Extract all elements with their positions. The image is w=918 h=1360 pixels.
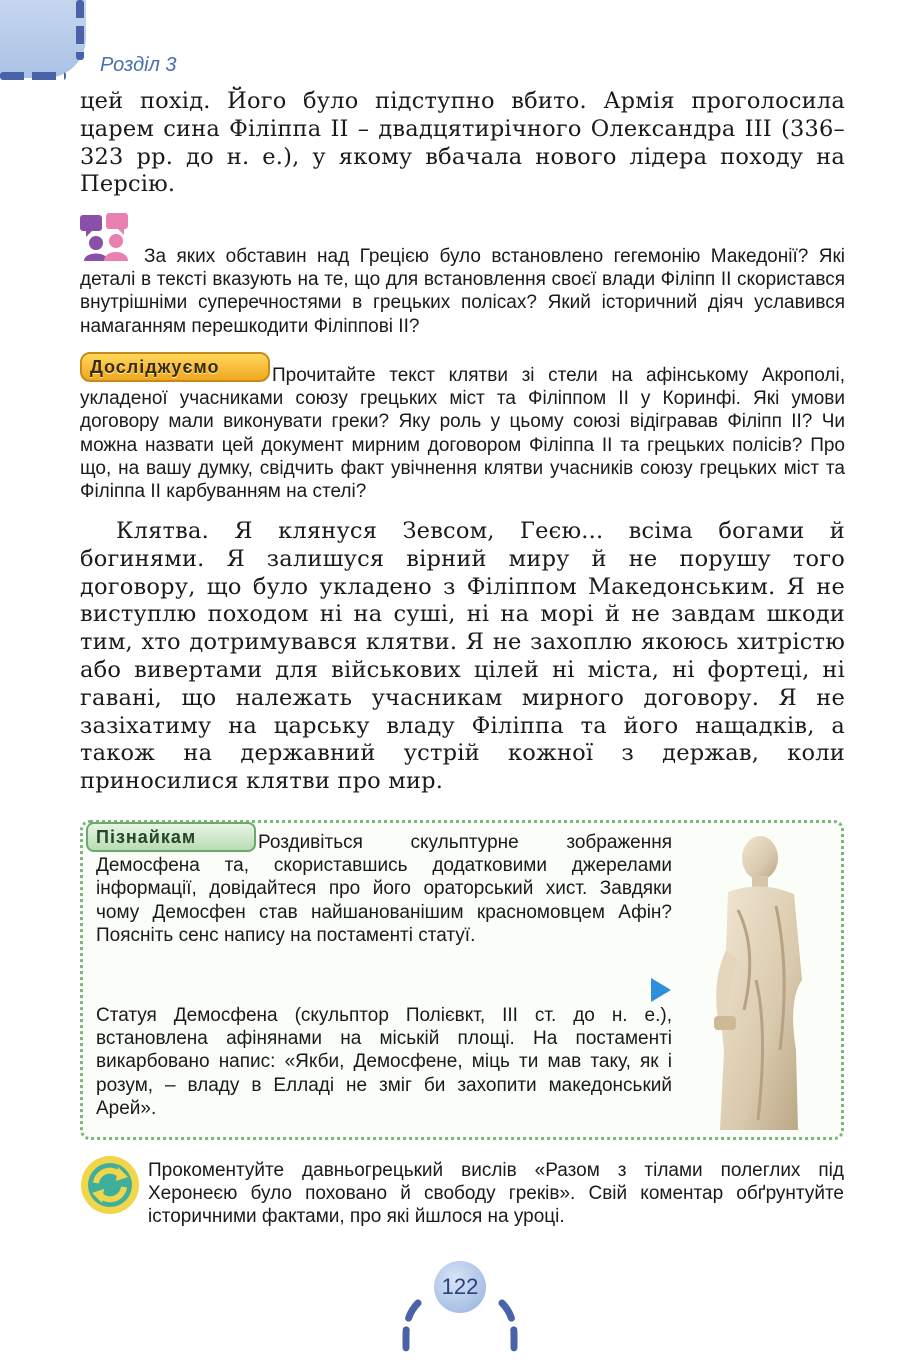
- research-badge: Досліджуємо: [80, 352, 270, 382]
- info-badge: Пізнайкам: [86, 822, 256, 852]
- reflection-text: Прокоментуйте давньогрецький вислів «Разом з тілами полеглих під Херонеєю було поховано й свободу греків». Свій коментар обґрунтуйте історичними фактами, про які йшлося на уроці.: [148, 1160, 844, 1228]
- intro-paragraph: цей похід. Його було підступно вбито. Армія проголосила царем сина Філіппа ІІ – двадцятирічного Олександра ІІІ (336–323 рр. до н. е.), у якому вбачала нового лідера походу на Персію.: [80, 88, 845, 198]
- question-text: За яких обставин над Грецією було встановлено гегемонію Македонії? Які деталі в тексті вказують на те, що для встановлення своєї влади Філіпп ІІ скористався внутрішніми суперечностями в грецьких полісах? Який історичний діяч уславився намаганням перешкодити Філіппові ІІ?: [80, 246, 845, 337]
- research-text: Прочитайте текст клятви зі стели на афінському Акрополі, укладеної учасниками союзу грецьких міст та Філіппом ІІ у Коринфі. Які умови договору мали виконувати греки? Яку роль у цьому союзі відігравав Філіпп ІІ? Чи можна назвати цей документ мирним договором Філіппа ІІ та грецьких полісів? Про що, на вашу думку, свідчить факт увічнення клятви учасників союзу грецьких міст та Філіппа ІІ карбуванням на стелі?: [80, 365, 845, 503]
- oath-paragraph: Клятва. Я клянуся Зевсом, Геєю... всіма богами й богинями. Я залишуся вірний миру й не порушу того договору, що було укладено з Філіппом Македонським. Я не виступлю походом ні на суші, ні на морі й не завдам шкоди тим, хто дотримувався клятви. Я не захоплю якоюсь хитрістю або вивертами для військових цілей ні міста, ні фортеці, ні гавані, що належать учасникам мирного договору. Я не зазіхатиму на царську владу Філіппа та його нащадків, а також на державний устрій кожної з держав, коли приносилися клятви про мир.: [80, 518, 845, 795]
- section-label: Розділ 3: [100, 54, 177, 76]
- page-number: 122: [434, 1261, 486, 1313]
- page-number-decoration: [400, 1255, 520, 1360]
- statue-caption: Статуя Демосфена (скульптор Полієвкт, ІІІ ст. до н. е.), встановлена афінянами на міській площі. На постаменті викарбовано напис: «Якби, Демосфене, міць ти мав таку, як і розум, – владу в Елладі не зміг би захопити македонський Арей».: [96, 1005, 672, 1119]
- corner-dash-horizontal: [0, 72, 66, 80]
- corner-dash-vertical: [76, 0, 84, 60]
- play-arrow-icon[interactable]: [651, 978, 671, 1002]
- refresh-cycle-icon: [80, 1155, 140, 1215]
- info-text: Роздивіться скульптурне зображення Демосфена та, скориставшись додатковими джерелами інформації, довідайтеся про його ораторський хист. Завдяки чому Демосфен став найшанованішим красномовцем Афін? Поясніть сенс напису на постаменті статуї.: [96, 832, 672, 946]
- demosthenes-statue-image: [698, 830, 828, 1130]
- corner-tab-decoration: [0, 0, 86, 78]
